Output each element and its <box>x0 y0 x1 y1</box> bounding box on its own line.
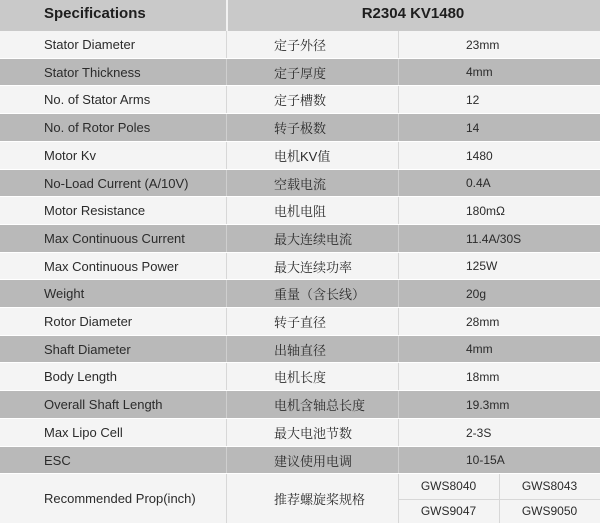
spec-name-en: Weight <box>44 286 85 301</box>
spec-name-cn: 定子外径 <box>274 38 327 53</box>
table-row <box>0 142 600 170</box>
spec-name-en: Body Length <box>44 369 118 384</box>
table-row <box>0 253 600 280</box>
column-divider <box>226 308 227 335</box>
spec-name-cn: 转子极数 <box>274 121 327 136</box>
table-row <box>0 336 600 363</box>
spec-value: 10-15A <box>466 453 505 467</box>
column-divider <box>226 170 227 196</box>
spec-value: 23mm <box>466 37 500 52</box>
table-row <box>0 363 600 391</box>
column-divider <box>226 86 227 113</box>
table-row <box>0 197 600 225</box>
spec-value: 18mm <box>466 369 500 384</box>
column-divider <box>398 363 399 390</box>
prop-option: GWS8040 <box>420 479 477 493</box>
spec-name-cn: 定子槽数 <box>274 93 327 108</box>
column-divider <box>398 447 399 473</box>
spec-name-en: Stator Thickness <box>44 64 141 80</box>
spec-name-cn: 最大连续电流 <box>274 232 353 247</box>
spec-value: 19.3mm <box>466 397 510 412</box>
spec-name-en: No-Load Current (A/10V) <box>44 175 189 191</box>
spec-name-en: Overall Shaft Length <box>44 397 163 412</box>
spec-value: 4mm <box>466 65 493 79</box>
column-divider <box>398 280 399 307</box>
spec-value: 11.4A/30S <box>466 231 522 246</box>
column-divider <box>226 419 227 446</box>
spec-value: 28mm <box>466 314 500 329</box>
spec-name-en: Motor Resistance <box>44 203 146 218</box>
prop-option: GWS9050 <box>521 504 578 518</box>
column-divider <box>226 225 227 252</box>
column-divider <box>398 253 399 279</box>
column-divider <box>398 391 399 418</box>
spec-value: 1480 <box>466 148 493 163</box>
column-divider <box>226 59 227 85</box>
table-header <box>0 0 600 32</box>
column-divider <box>226 363 227 390</box>
spec-name-en: Stator Diameter <box>44 37 136 52</box>
spec-name-cn: 电机长度 <box>274 370 327 385</box>
column-divider <box>398 336 399 362</box>
prop-label-en: Recommended Prop(inch) <box>44 491 196 506</box>
table-row <box>0 280 600 308</box>
spec-name-cn: 重量（含长线） <box>274 287 366 302</box>
spec-name-en: Rotor Diameter <box>44 314 133 329</box>
spec-name-en: No. of Stator Arms <box>44 92 151 107</box>
spec-value: 12 <box>466 92 480 107</box>
spec-name-cn: 定子厚度 <box>274 65 327 81</box>
spec-value: 4mm <box>466 342 493 356</box>
table-row <box>0 391 600 419</box>
spec-name-cn: 电机KV值 <box>274 149 331 164</box>
spec-name-cn: 最大连续功率 <box>274 259 353 275</box>
table-row <box>0 170 600 197</box>
spec-name-en: Shaft Diameter <box>44 341 131 357</box>
column-divider <box>226 142 227 169</box>
header-model-label: R2304 KV1480 <box>361 5 465 22</box>
spec-name-en: ESC <box>44 452 71 468</box>
prop-option: GWS9047 <box>420 504 477 518</box>
prop-grid-divider <box>499 474 500 523</box>
column-divider <box>398 114 399 141</box>
column-divider <box>398 419 399 446</box>
column-divider <box>226 336 227 362</box>
column-divider <box>226 391 227 418</box>
column-divider <box>398 170 399 196</box>
column-divider <box>226 447 227 473</box>
spec-value: 2-3S <box>466 425 492 440</box>
column-divider <box>226 31 227 58</box>
spec-name-cn: 最大电池节数 <box>274 426 353 441</box>
spec-name-cn: 电机电阻 <box>274 204 327 219</box>
table-row <box>0 31 600 59</box>
column-divider <box>226 280 227 307</box>
spec-value: 14 <box>466 120 480 135</box>
column-divider <box>398 86 399 113</box>
spec-value: 125W <box>466 259 498 273</box>
header-specifications-label: Specifications <box>44 5 146 22</box>
spec-name-en: Max Lipo Cell <box>44 425 123 440</box>
spec-name-en: No. of Rotor Poles <box>44 120 151 135</box>
spec-name-cn: 建议使用电调 <box>274 453 353 469</box>
spec-name-cn: 出轴直径 <box>274 342 327 358</box>
spec-value: 180mΩ <box>466 203 505 218</box>
column-divider <box>398 197 399 224</box>
table-row <box>0 86 600 114</box>
column-divider <box>398 59 399 85</box>
prop-label-cn: 推荐螺旋桨规格 <box>274 492 366 507</box>
column-divider <box>226 114 227 141</box>
spec-name-cn: 电机含轴总长度 <box>274 398 366 413</box>
table-row <box>0 308 600 336</box>
column-divider <box>398 31 399 58</box>
spec-name-en: Motor Kv <box>44 148 97 163</box>
column-divider <box>398 142 399 169</box>
spec-value: 20g <box>466 286 487 301</box>
spec-name-cn: 转子直径 <box>274 315 327 330</box>
column-divider <box>398 308 399 335</box>
table-row <box>0 225 600 253</box>
column-divider <box>226 253 227 279</box>
column-divider <box>398 225 399 252</box>
spec-name-en: Max Continuous Current <box>44 231 185 246</box>
table-row <box>0 419 600 447</box>
spec-value: 0.4A <box>466 176 491 190</box>
spec-name-cn: 空载电流 <box>274 176 327 192</box>
prop-option: GWS8043 <box>521 479 578 493</box>
table-row <box>0 447 600 474</box>
spec-name-en: Max Continuous Power <box>44 258 179 274</box>
table-row <box>0 114 600 142</box>
column-divider <box>226 474 227 523</box>
column-divider <box>226 197 227 224</box>
table-row <box>0 59 600 86</box>
